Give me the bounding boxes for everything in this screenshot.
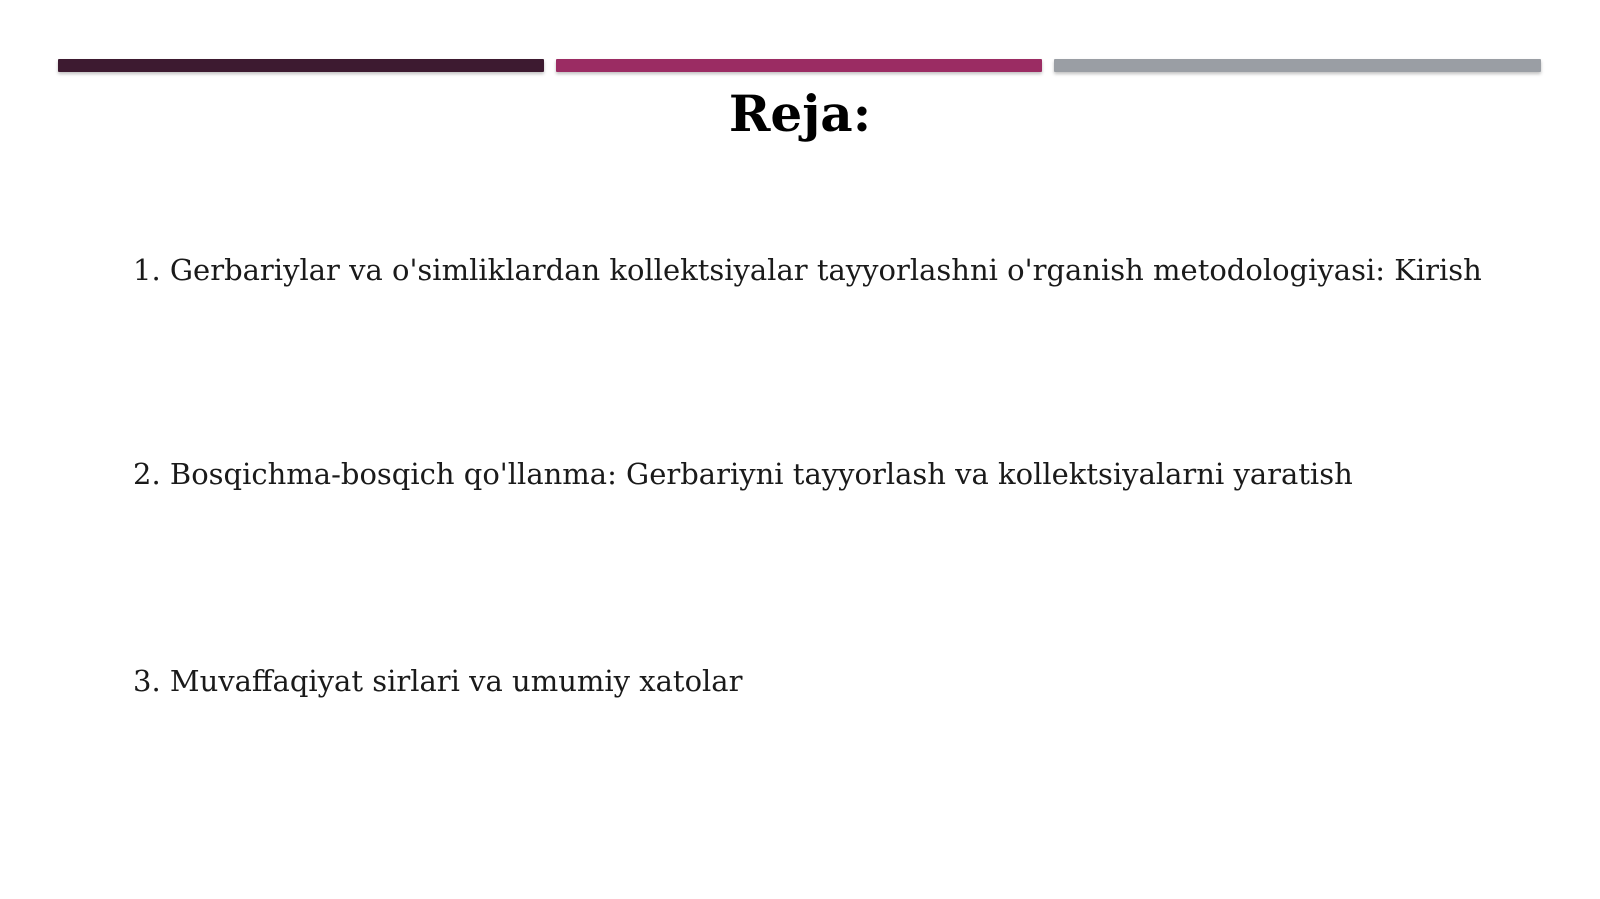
plan-item-3: 3. Muvaffaqiyat sirlari va umumiy xatolar	[133, 664, 743, 698]
accent-bar-gray	[1054, 59, 1541, 72]
slide-title: Reja:	[728, 84, 872, 143]
accent-bar-magenta	[556, 59, 1042, 72]
plan-item-1: 1. Gerbariylar va o'simliklardan kollektsiyalar tayyorlashni o'rganish metodologiyasi: Kirish	[133, 253, 1482, 287]
plan-item-2: 2. Bosqichma-bosqich qo'llanma: Gerbariyni tayyorlash va kollektsiyalarni yaratish	[133, 457, 1353, 491]
accent-bar-dark	[58, 59, 544, 72]
